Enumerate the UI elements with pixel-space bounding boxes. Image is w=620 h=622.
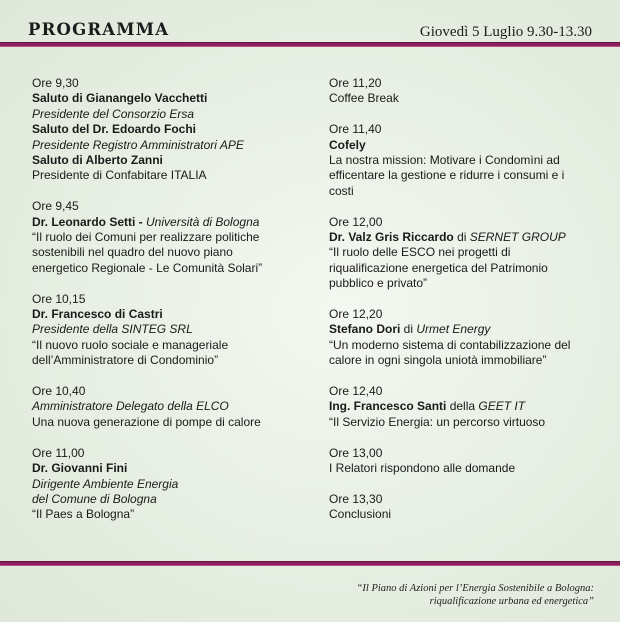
time: Ore 12,20 [329,307,383,322]
talk-title: energetico Regionale - Le Comunità Solari” [32,260,263,275]
bottom-divider [0,561,620,566]
time: Ore 12,00 [329,214,383,229]
talk-title: “Il ruolo dei Comuni per realizzare politiche [32,230,260,245]
speaker-name: Ing. Francesco Santi [329,399,447,414]
speaker-role: Amministratore Delegato della ELCO [32,399,229,414]
program-item [32,446,302,523]
talk-title: La nostra mission: Motivare i Condomìni ad [329,153,560,168]
speaker-affiliation: GEET IT [478,399,526,414]
speaker-name: Dr. Leonardo Setti - [32,214,147,229]
footer-quote [357,582,594,608]
program-column-right [329,76,599,538]
time: Ore 9,30 [32,76,79,90]
speaker-role: Presidente Registro Amministratori APE [32,137,244,152]
program-column-left [32,76,302,538]
speaker-name: Dr. Giovanni Fini [32,461,128,476]
speaker-role: Presidente della SINTEG SRL [32,322,193,337]
program-item [329,492,599,523]
program-item [32,76,302,184]
speaker-name: Stefano Dori [329,322,401,337]
talk-title: “Il nuovo ruolo sociale e manageriale [32,337,229,352]
program-item [32,292,302,369]
speaker-name: Dr. Valz Gris Riccardo [329,230,454,245]
top-divider [0,42,620,47]
talk-title: “Il Paes a Bologna” [32,507,135,522]
footer-line: riqualificazione urbana ed energetica” [429,596,594,607]
time: Ore 10,40 [32,384,86,399]
talk-title: Coffee Break [329,91,399,106]
talk-title: efficentare la gestione e ridurre i consumi e i [329,168,565,183]
program-item [32,199,302,276]
time: Ore 10,15 [32,291,86,306]
connector-text: della [446,399,479,414]
talk-title: “Il Servizio Energia: un percorso virtuoso [329,414,546,429]
speaker-name: Saluto di Gianangelo Vacchetti [32,91,208,106]
speaker-name: Saluto del Dr. Edoardo Fochi [32,122,197,137]
time: Ore 11,00 [32,445,85,460]
speaker-name: Dr. Francesco di Castri [32,307,163,322]
talk-title: I Relatori rispondono alle domande [329,461,516,476]
program-item [329,122,599,199]
talk-title: Una nuova generazione di pompe di calore [32,414,261,429]
program-item [329,384,599,430]
program-item [32,384,302,430]
talk-title: pubblico e privato” [329,276,428,291]
time: Ore 11,20 [329,76,382,90]
event-date: Giovedì 5 Luglio 9.30-13.30 [419,24,592,40]
program-item [329,307,599,369]
time: Ore 12,40 [329,384,383,399]
program-item [329,215,599,292]
speaker-affiliation: Urmet Energy [416,322,491,337]
speaker-role: del Comune di Bologna [32,491,157,506]
connector-text: di [400,322,417,337]
footer-line: “Il Piano di Azioni per l’Energia Sostenibile a Bologna: [356,583,594,594]
program-item [329,446,599,477]
speaker-role: Dirigente Ambiente Energia [32,476,179,491]
page-title: PROGRAMMA [28,20,170,39]
talk-title: “Un moderno sistema di contabilizzazione del [329,337,571,352]
time: Ore 13,30 [329,491,383,506]
talk-title: Conclusioni [329,507,392,522]
speaker-role: Presidente del Consorzio Ersa [32,106,195,121]
time: Ore 11,40 [329,122,382,137]
speaker-role: Presidente di Confabitare ITALIA [32,168,207,183]
program-item [329,76,599,107]
time: Ore 9,45 [32,199,79,214]
time: Ore 13,00 [329,445,383,460]
speaker-name: Cofely [329,137,366,152]
talk-title: calore in ogni singola uniotà immobiliare” [329,353,547,368]
connector-text: di [453,230,470,245]
talk-title: riqualificazione energetica del Patrimonio [329,260,548,275]
talk-title: sostenibili nel quadro del nuovo piano [32,245,233,260]
talk-title: “Il ruolo delle ESCO nei progetti di [329,245,511,260]
speaker-affiliation: Università di Bologna [146,214,260,229]
speaker-affiliation: SERNET GROUP [469,230,566,245]
talk-title: dell’Amministratore di Condominio” [32,353,219,368]
talk-title: costi [329,183,354,198]
speaker-name: Saluto di Alberto Zanni [32,153,163,168]
